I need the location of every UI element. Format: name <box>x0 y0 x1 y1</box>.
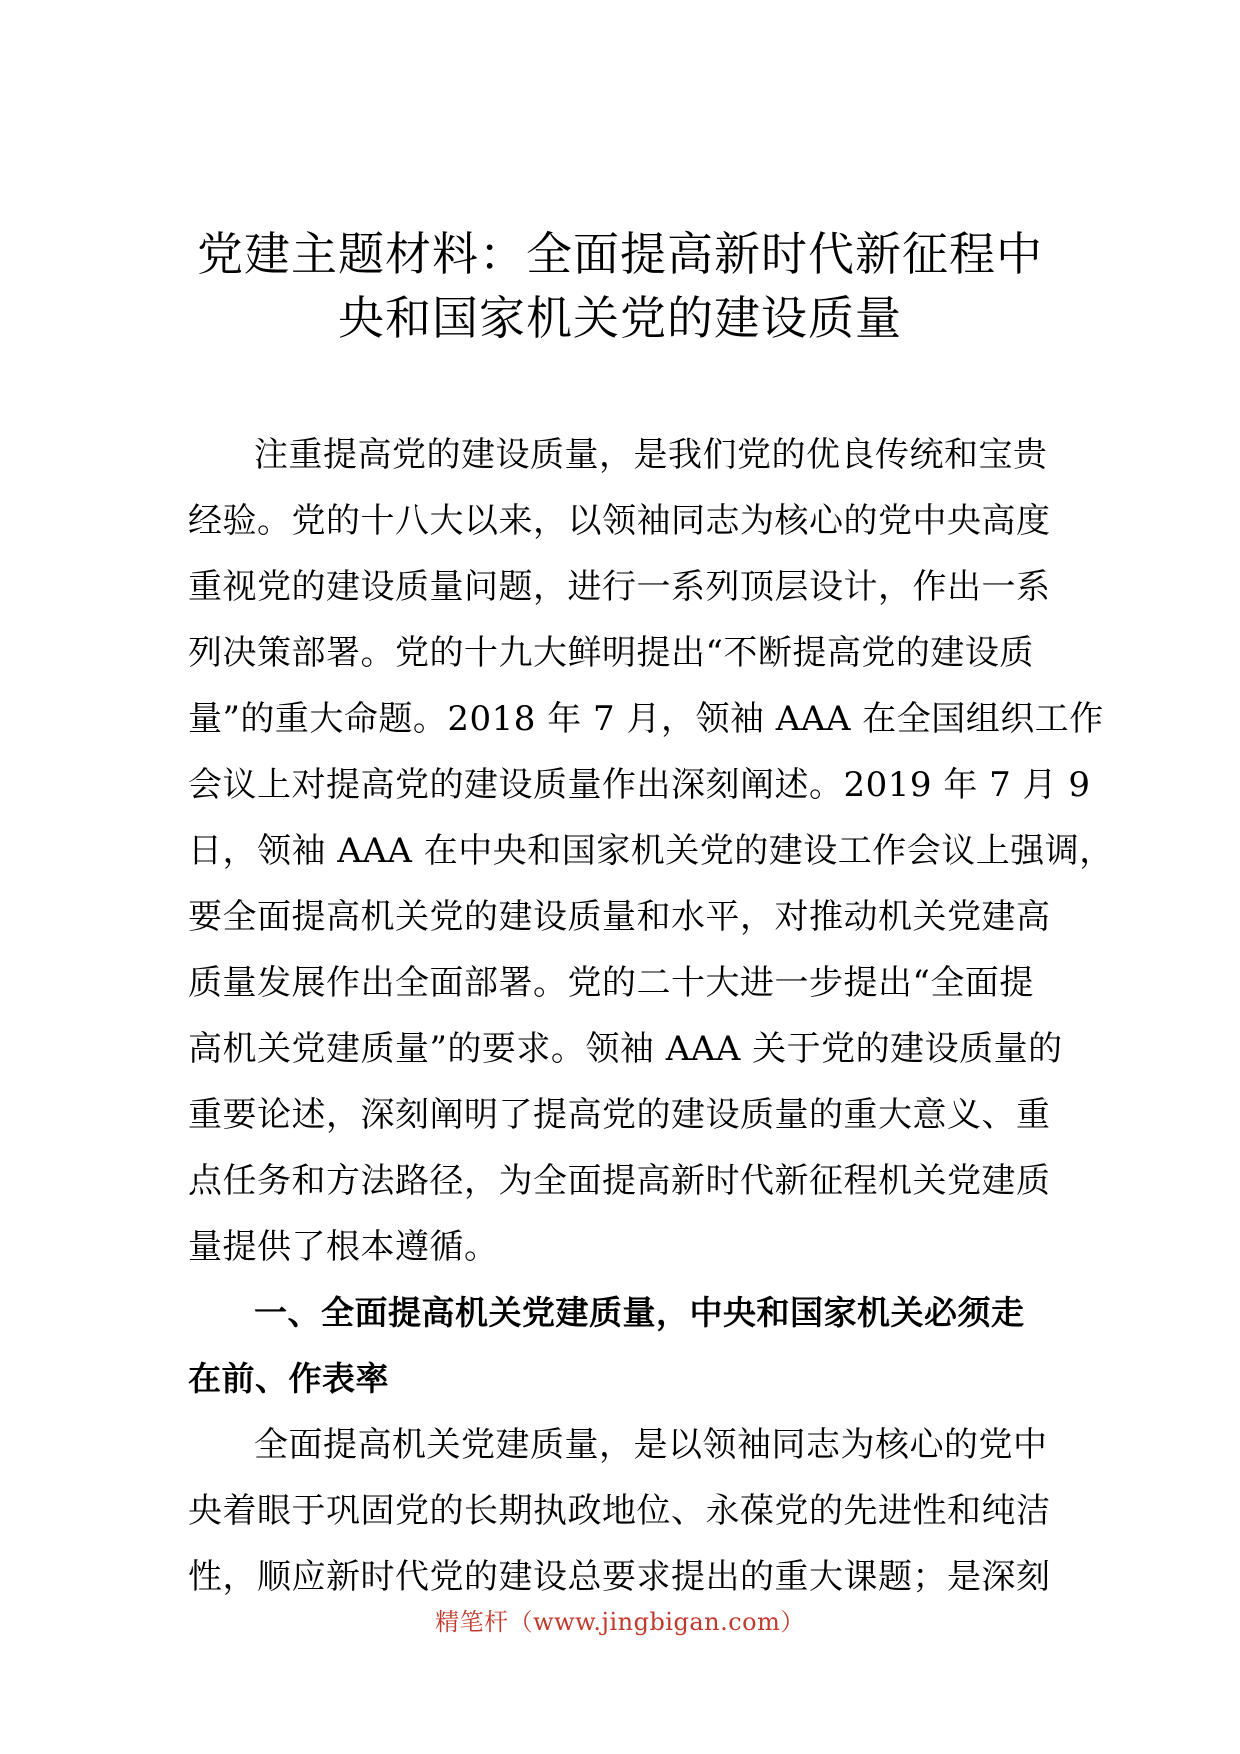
footer-watermark: 精笔杆（www.jingbigan.com） <box>435 1608 805 1636</box>
section-heading-1-line-1: 一、全面提高机关党建质量，中央和国家机关必须走 <box>254 1293 1025 1332</box>
section-heading-1-line-2: 在前、作表率 <box>188 1359 389 1398</box>
paragraph-1-line-3: 重视党的建设质量问题，进行一系列顶层设计，作出一系 <box>188 567 1051 607</box>
paragraph-2-line-2: 央着眼于巩固党的长期执政地位、永葆党的先进性和纯洁 <box>188 1491 1051 1531</box>
paragraph-1-line-12: 点任务和方法路径，为全面提高新时代新征程机关党建质 <box>188 1161 1051 1201</box>
title-line-2: 央和国家机关党的建设质量 <box>338 291 902 345</box>
paragraph-1-line-6: 会议上对提高党的建设质量作出深刻阐述。2019 年 7 月 9 <box>188 765 1091 805</box>
paragraph-1-line-7: 日，领袖 AAA 在中央和国家机关党的建设工作会议上强调， <box>188 831 1114 871</box>
paragraph-1-line-4: 列决策部署。党的十九大鲜明提出“不断提高党的建设质 <box>188 633 1034 673</box>
paragraph-1-line-11: 重要论述，深刻阐明了提高党的建设质量的重大意义、重 <box>188 1095 1051 1135</box>
paragraph-2-line-1: 全面提高机关党建质量，是以领袖同志为核心的党中 <box>254 1425 1048 1465</box>
paragraph-2-line-3: 性，顺应新时代党的建设总要求提出的重大课题；是深刻 <box>188 1557 1051 1597</box>
paragraph-1-line-13: 量提供了根本遵循。 <box>188 1227 499 1267</box>
paragraph-1-line-9: 质量发展作出全面部署。党的二十大进一步提出“全面提 <box>188 963 1034 1003</box>
paragraph-1-line-8: 要全面提高机关党的建设质量和水平，对推动机关党建高 <box>188 897 1051 937</box>
document-title <box>140 222 1100 350</box>
paragraph-1-line-5: 量”的重大命题。2018 年 7 月，领袖 AAA 在全国组织工作 <box>188 699 1104 739</box>
paragraph-1-line-1: 注重提高党的建设质量，是我们党的优良传统和宝贵 <box>254 435 1048 475</box>
title-line-1: 党建主题材料：全面提高新时代新征程中 <box>197 227 1043 281</box>
paragraph-1-line-2: 经验。党的十八大以来，以领袖同志为核心的党中央高度 <box>188 501 1051 541</box>
paragraph-1-line-10: 高机关党建质量”的要求。领袖 AAA 关于党的建设质量的 <box>188 1029 1063 1069</box>
document-body <box>188 422 1114 1610</box>
